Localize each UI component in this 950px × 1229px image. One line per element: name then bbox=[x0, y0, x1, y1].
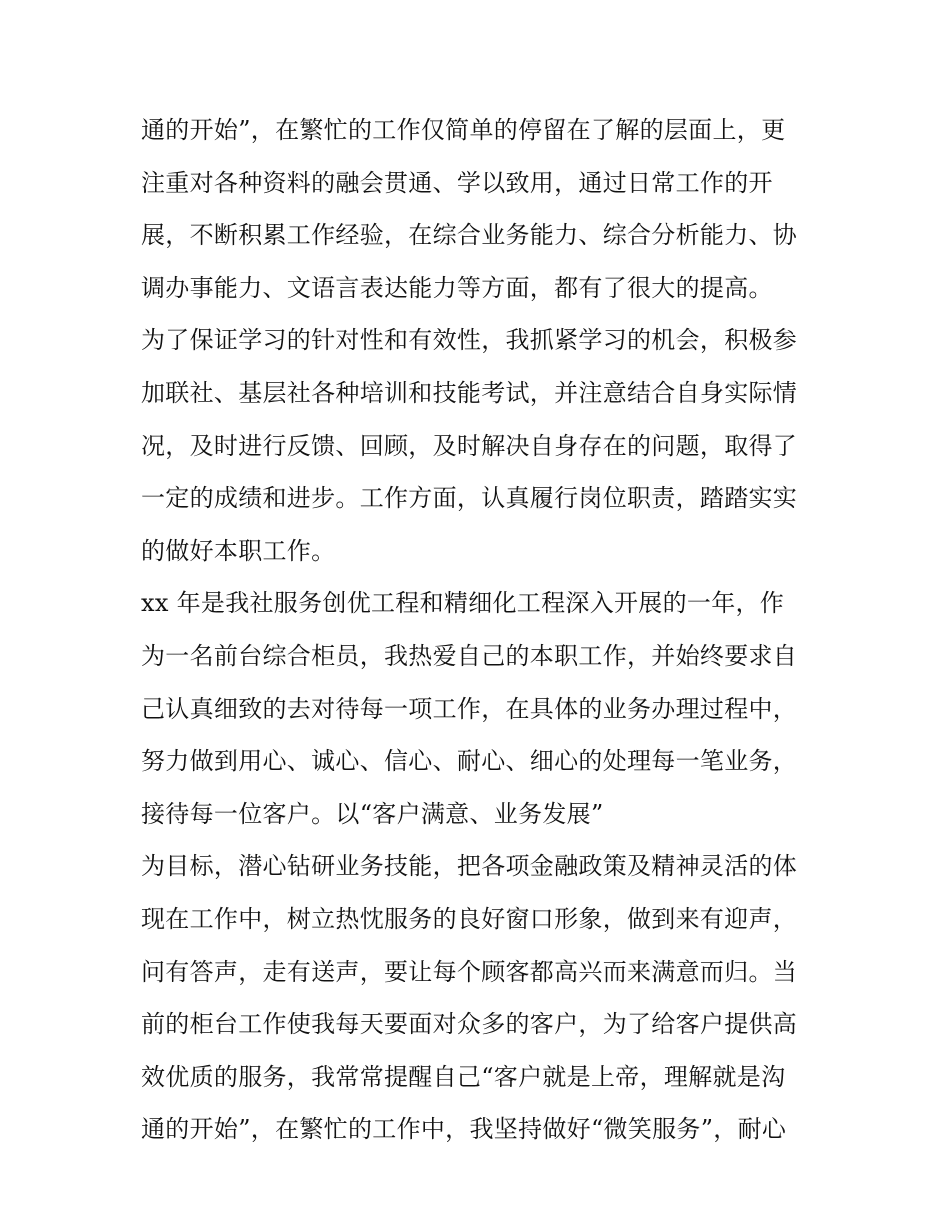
text-line-6: 加联社、基层社各种培训和技能考试，并注意结合自身实际情 bbox=[141, 378, 798, 407]
text-line-17: 问有答声，走有送声，要让每个顾客都高兴而来满意而归。当 bbox=[141, 957, 798, 986]
text-line-18: 前的柜台工作使我每天要面对众多的客户，为了给客户提供高 bbox=[141, 1010, 798, 1039]
text-line-13: 努力做到用心、诚心、信心、耐心、细心的处理每一笔业务， bbox=[141, 747, 798, 776]
text-line-4: 调办事能力、文语言表达能力等方面，都有了很大的提高。 bbox=[141, 273, 773, 302]
text-line-10: xx 年是我社服务创优工程和精细化工程深入开展的一年，作 bbox=[141, 589, 785, 618]
text-line-9: 的做好本职工作。 bbox=[141, 536, 336, 565]
text-line-5: 为了保证学习的针对性和有效性，我抓紧学习的机会，积极参 bbox=[141, 326, 798, 355]
text-line-15: 为目标，潜心钻研业务技能，把各项金融政策及精神灵活的体 bbox=[141, 852, 798, 881]
text-line-19: 效优质的服务，我常常提醒自己“客户就是上帝，理解就是沟 bbox=[141, 1062, 786, 1091]
text-line-3: 展，不断积累工作经验，在综合业务能力、综合分析能力、协 bbox=[141, 221, 798, 250]
text-line-16: 现在工作中，树立热忱服务的良好窗口形象，做到来有迎声， bbox=[141, 904, 798, 933]
text-line-12: 己认真细致的去对待每一项工作，在具体的业务办理过程中， bbox=[141, 694, 798, 723]
text-line-14: 接待每一位客户。以“客户满意、业务发展” bbox=[141, 799, 604, 828]
document-body bbox=[141, 104, 821, 1156]
text-line-1: 通的开始”，在繁忙的工作仅简单的停留在了解的层面上，更 bbox=[141, 116, 786, 144]
text-line-2: 注重对各种资料的融会贯通、学以致用，通过日常工作的开 bbox=[141, 168, 773, 197]
text-line-11: 为一名前台综合柜员，我热爱自己的本职工作，并始终要求自 bbox=[141, 641, 798, 670]
text-line-20: 通的开始”，在繁忙的工作中，我坚持做好“微笑服务”，耐心 bbox=[141, 1115, 787, 1144]
text-line-8: 一定的成绩和进步。工作方面，认真履行岗位职责，踏踏实实 bbox=[141, 484, 798, 513]
text-line-7: 况，及时进行反馈、回顾，及时解决自身存在的问题，取得了 bbox=[141, 431, 798, 460]
